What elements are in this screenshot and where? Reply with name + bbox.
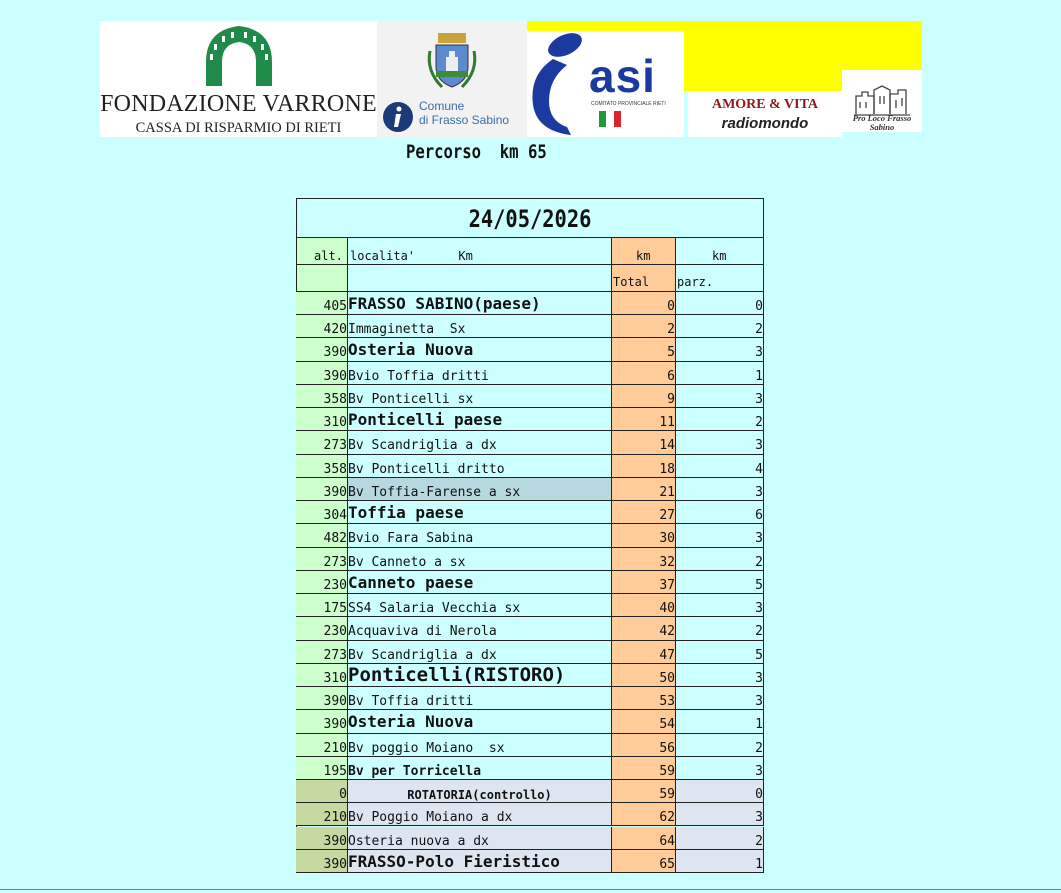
km-partial-cell: 3	[676, 803, 764, 826]
location-cell: Toffia paese	[348, 501, 612, 524]
km-total-cell: 2	[612, 315, 676, 338]
location-cell: Bv Ponticelli sx	[348, 385, 612, 408]
km-total-cell: 30	[612, 524, 676, 547]
table-row	[296, 524, 764, 547]
altitude-cell: 420	[296, 315, 348, 338]
km-total-cell: 47	[612, 641, 676, 664]
altitude-cell: 175	[296, 594, 348, 617]
table-row	[296, 408, 764, 431]
comune-label: Comune	[419, 99, 465, 113]
km-total-cell: 59	[612, 757, 676, 780]
info-icon	[382, 101, 414, 133]
table-row	[296, 734, 764, 757]
location-cell: Bvio Fara Sabina	[348, 524, 612, 547]
table-row	[296, 780, 764, 803]
table-row	[296, 338, 764, 361]
km-partial-cell: 5	[676, 641, 764, 664]
date-header-cell	[296, 198, 764, 238]
altitude-cell: 390	[296, 687, 348, 710]
km-partial-cell: 2	[676, 408, 764, 431]
km-partial-cell: 1	[676, 710, 764, 733]
km-total-cell: 54	[612, 710, 676, 733]
location-cell: Bv per Torricella	[348, 757, 612, 780]
location-cell: ROTATORIA(controllo)	[348, 780, 612, 803]
location-cell: Canneto paese	[348, 571, 612, 594]
km-partial-cell: 2	[676, 734, 764, 757]
coat-of-arms-icon	[422, 31, 482, 93]
asi-swoosh-icon	[527, 31, 589, 137]
asi-committee: COMITATO PROVINCIALE RIETI	[591, 101, 666, 107]
table-row	[296, 687, 764, 710]
altitude-cell: 210	[296, 803, 348, 826]
km-partial-cell: 2	[676, 617, 764, 640]
altitude-cell: 210	[296, 734, 348, 757]
arch-emblem-icon	[200, 24, 278, 88]
altitude-cell: 358	[296, 455, 348, 478]
altitude-cell: 390	[296, 338, 348, 361]
table-row	[296, 431, 764, 454]
table-row	[296, 478, 764, 501]
km-partial-cell: 1	[676, 850, 764, 873]
km-total-cell: 50	[612, 664, 676, 687]
km-partial-cell: 3	[676, 478, 764, 501]
km-partial-cell: 3	[676, 594, 764, 617]
altitude-cell: 0	[296, 780, 348, 803]
table-row	[296, 594, 764, 617]
location-cell: Acquaviva di Nerola	[348, 617, 612, 640]
km-partial-cell: 0	[676, 292, 764, 315]
location-cell: SS4 Salaria Vecchia sx	[348, 594, 612, 617]
location-cell: Osteria Nuova	[348, 338, 612, 361]
km-partial-cell: 3	[676, 431, 764, 454]
km-partial-cell: 3	[676, 664, 764, 687]
km-partial-cell: 2	[676, 827, 764, 850]
header-alt: alt.	[314, 249, 343, 263]
km-partial-cell: 2	[676, 315, 764, 338]
table-row	[296, 617, 764, 640]
location-cell: Immaginetta Sx	[348, 315, 612, 338]
km-total-cell: 65	[612, 850, 676, 873]
table-row	[296, 664, 764, 687]
altitude-cell: 390	[296, 710, 348, 733]
table-row	[296, 292, 764, 315]
location-cell: Osteria Nuova	[348, 710, 612, 733]
sponsor-banner	[100, 21, 922, 137]
altitude-cell: 310	[296, 408, 348, 431]
header-localita: localita' Km	[350, 249, 473, 263]
km-total-cell: 5	[612, 338, 676, 361]
km-total-cell: 59	[612, 780, 676, 803]
table-row	[296, 571, 764, 594]
route-title: Percorso km 65	[406, 141, 547, 163]
comune-name: di Frasso Sabino	[419, 113, 510, 127]
altitude-cell: 230	[296, 571, 348, 594]
location-cell: Bv Canneto a sx	[348, 548, 612, 571]
altitude-cell: 390	[296, 362, 348, 385]
km-total-cell: 64	[612, 827, 676, 850]
km-total-cell: 42	[612, 617, 676, 640]
event-date: 24/05/2026	[468, 205, 592, 233]
km-partial-cell: 1	[676, 362, 764, 385]
italy-flag-icon	[599, 111, 621, 127]
table-row	[296, 455, 764, 478]
location-cell: Bv Scandriglia a dx	[348, 431, 612, 454]
altitude-cell: 390	[296, 850, 348, 873]
amore-vita-logo	[688, 91, 842, 137]
location-cell: Bv Toffia dritti	[348, 687, 612, 710]
table-row	[296, 757, 764, 780]
km-total-cell: 14	[612, 431, 676, 454]
table-row	[296, 362, 764, 385]
km-partial-cell: 6	[676, 501, 764, 524]
table-row	[296, 641, 764, 664]
header-parz: parz.	[677, 275, 714, 289]
altitude-cell: 304	[296, 501, 348, 524]
km-total-cell: 62	[612, 803, 676, 826]
radiomondo-text: radiomondo	[721, 115, 809, 132]
comune-frasso-logo	[377, 21, 527, 137]
km-total-cell: 6	[612, 362, 676, 385]
altitude-cell: 482	[296, 524, 348, 547]
bottom-rule	[0, 889, 1061, 890]
altitude-cell: 230	[296, 617, 348, 640]
km-total-cell: 32	[612, 548, 676, 571]
header-parz-km: km	[712, 249, 727, 263]
location-cell: Ponticelli paese	[348, 408, 612, 431]
km-total-cell: 27	[612, 501, 676, 524]
km-total-cell: 56	[612, 734, 676, 757]
km-total-cell: 0	[612, 292, 676, 315]
altitude-cell: 358	[296, 385, 348, 408]
location-cell: FRASSO-Polo Fieristico	[348, 850, 612, 873]
table-row	[296, 827, 764, 850]
asi-logo	[527, 31, 684, 137]
altitude-cell: 195	[296, 757, 348, 780]
fondazione-varrone-logo	[100, 21, 377, 137]
altitude-cell: 273	[296, 431, 348, 454]
km-total-cell: 18	[612, 455, 676, 478]
header-total-km: km	[636, 249, 651, 263]
km-partial-cell: 3	[676, 687, 764, 710]
table-row	[296, 501, 764, 524]
table-row	[296, 315, 764, 338]
km-total-cell: 9	[612, 385, 676, 408]
altitude-cell: 390	[296, 478, 348, 501]
castle-sketch-icon	[854, 84, 910, 116]
km-total-cell: 21	[612, 478, 676, 501]
km-total-cell: 11	[612, 408, 676, 431]
km-partial-cell: 3	[676, 385, 764, 408]
km-partial-cell: 3	[676, 524, 764, 547]
location-cell: Bv poggio Moiano sx	[348, 734, 612, 757]
location-cell: FRASSO SABINO(paese)	[348, 292, 612, 315]
km-partial-cell: 3	[676, 757, 764, 780]
km-total-cell: 37	[612, 571, 676, 594]
location-cell: Bv Poggio Moiano a dx	[348, 803, 612, 826]
km-total-cell: 53	[612, 687, 676, 710]
header-total: Total	[613, 275, 650, 289]
altitude-cell: 310	[296, 664, 348, 687]
proloco-name: Pro Loco Frasso Sabino	[852, 113, 912, 132]
location-cell: Osteria nuova a dx	[348, 827, 612, 850]
table-row	[296, 803, 764, 826]
asi-wordmark: asi	[589, 50, 656, 102]
proloco-logo	[842, 70, 922, 132]
table-row	[296, 710, 764, 733]
km-partial-cell: 4	[676, 455, 764, 478]
km-partial-cell: 5	[676, 571, 764, 594]
varrone-name: FONDAZIONE VARRONE	[100, 91, 377, 117]
varrone-subtitle: CASSA DI RISPARMIO DI RIETI	[135, 120, 342, 136]
location-cell: Ponticelli(RISTORO)	[348, 664, 612, 687]
km-partial-cell: 0	[676, 780, 764, 803]
km-partial-cell: 2	[676, 548, 764, 571]
table-row	[296, 850, 764, 873]
location-cell: Bv Scandriglia a dx	[348, 641, 612, 664]
km-total-cell: 40	[612, 594, 676, 617]
altitude-cell: 273	[296, 548, 348, 571]
location-cell: Bvio Toffia dritti	[348, 362, 612, 385]
table-row	[296, 548, 764, 571]
altitude-cell: 405	[296, 292, 348, 315]
location-cell: Bv Ponticelli dritto	[348, 455, 612, 478]
location-cell: Bv Toffia-Farense a sx	[348, 478, 612, 501]
km-partial-cell: 3	[676, 338, 764, 361]
route-table	[296, 198, 764, 873]
table-row	[296, 385, 764, 408]
altitude-cell: 273	[296, 641, 348, 664]
altitude-cell: 390	[296, 827, 348, 850]
amore-vita-text: AMORE & VITA	[711, 97, 819, 112]
